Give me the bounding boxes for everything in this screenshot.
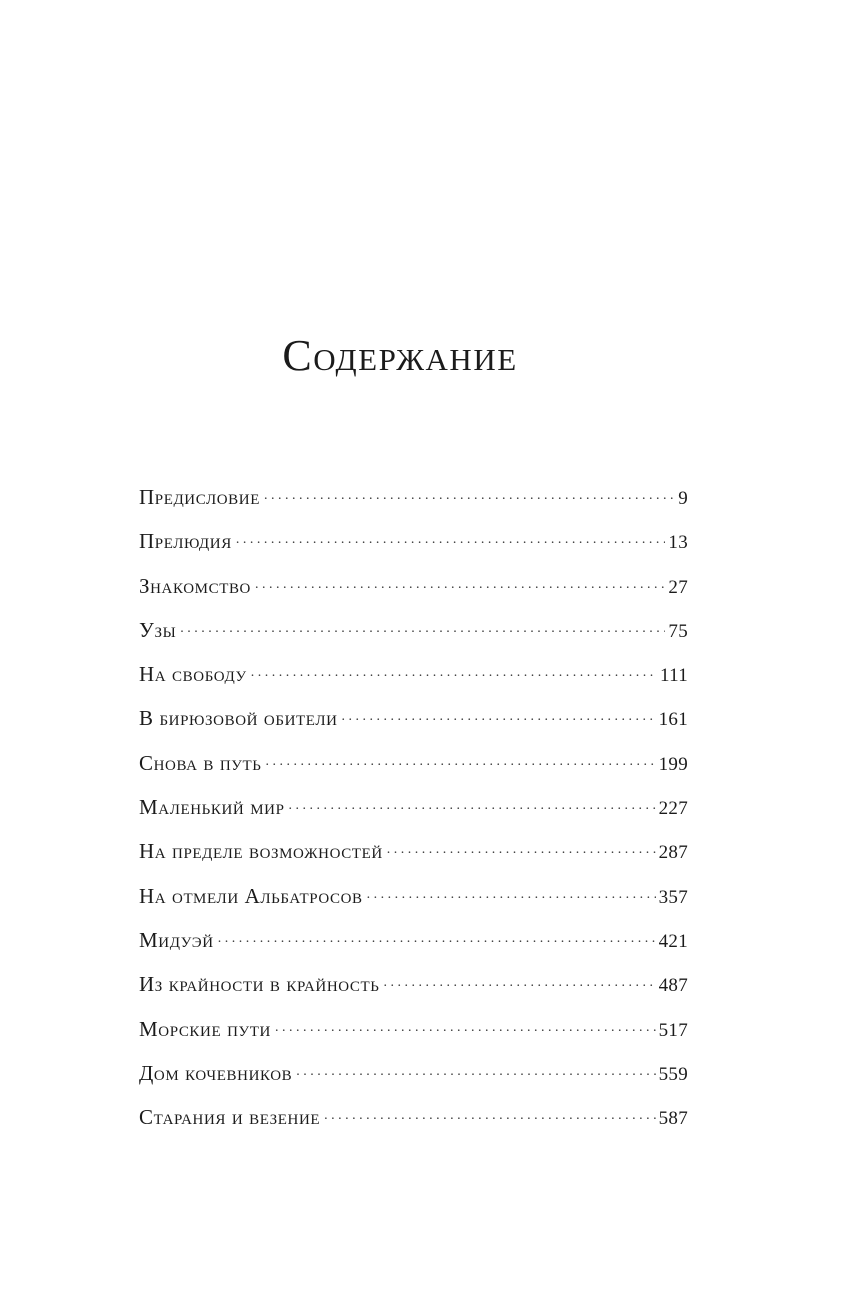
dot-leader — [387, 837, 656, 858]
toc-entry-page: 13 — [668, 532, 688, 554]
toc-entry-title: Узы — [139, 617, 177, 642]
toc-entry-page: 111 — [660, 665, 688, 687]
toc-entry-title: Маленький мир — [139, 795, 285, 820]
toc-entry — [139, 660, 688, 704]
toc-entry — [139, 837, 688, 881]
toc-entry-title: Из крайности в крайность — [139, 972, 380, 997]
toc-entry-page: 27 — [668, 576, 688, 598]
dot-leader — [218, 926, 656, 947]
toc-entry-page: 161 — [658, 709, 688, 731]
toc-entry-page: 517 — [658, 1019, 688, 1041]
dot-leader — [367, 882, 656, 903]
toc-entry — [139, 572, 688, 616]
toc-entry-title: Знакомство — [139, 573, 251, 598]
dot-leader — [255, 572, 665, 593]
toc-entry-title: На пределе возможностей — [139, 839, 383, 864]
toc-entry — [139, 793, 688, 837]
toc-entry-page: 487 — [658, 975, 688, 997]
toc-entry-title: Прелюдия — [139, 529, 232, 554]
toc-entry — [139, 483, 688, 527]
dot-leader — [236, 527, 666, 548]
dot-leader — [342, 704, 656, 725]
toc-entry — [139, 1103, 688, 1147]
toc-entry-page: 287 — [658, 842, 688, 864]
toc-entry — [139, 926, 688, 970]
dot-leader — [266, 749, 656, 770]
toc-entry-title: На свободу — [139, 662, 247, 687]
dot-leader — [264, 483, 675, 504]
toc-entry — [139, 1059, 688, 1103]
toc-entry-title: В бирюзовой обители — [139, 706, 338, 731]
toc-entry — [139, 970, 688, 1014]
toc-entry-title: Снова в путь — [139, 750, 262, 775]
toc-entry — [139, 704, 688, 748]
toc-entry-title: Старания и везение — [139, 1105, 321, 1130]
toc-entry — [139, 749, 688, 793]
toc-entry — [139, 1015, 688, 1059]
dot-leader — [251, 660, 657, 681]
table-of-contents — [139, 483, 688, 1147]
toc-entry-title: На отмели Альбатросов — [139, 883, 363, 908]
page-title: Содержание — [282, 331, 518, 380]
dot-leader — [324, 1103, 655, 1124]
toc-entry-page: 587 — [658, 1108, 688, 1130]
toc-entry-page: 9 — [678, 488, 688, 509]
toc-entry-title: Дом кочевников — [139, 1060, 293, 1085]
toc-entry — [139, 616, 688, 660]
toc-entry — [139, 882, 688, 926]
toc-entry-page: 75 — [668, 620, 688, 642]
toc-entry-page: 559 — [658, 1063, 688, 1085]
dot-leader — [275, 1015, 656, 1036]
toc-entry-title: Предисловие — [139, 485, 260, 509]
toc-entry-page: 199 — [658, 753, 688, 775]
toc-entry-title: Мидуэй — [139, 927, 214, 952]
toc-entry — [139, 527, 688, 571]
dot-leader — [289, 793, 656, 814]
dot-leader — [384, 970, 656, 991]
toc-entry-page: 421 — [658, 930, 688, 952]
toc-entry-page: 227 — [658, 798, 688, 820]
dot-leader — [180, 616, 665, 637]
dot-leader — [296, 1059, 655, 1080]
toc-entry-page: 357 — [658, 886, 688, 908]
toc-entry-title: Морские пути — [139, 1016, 271, 1041]
